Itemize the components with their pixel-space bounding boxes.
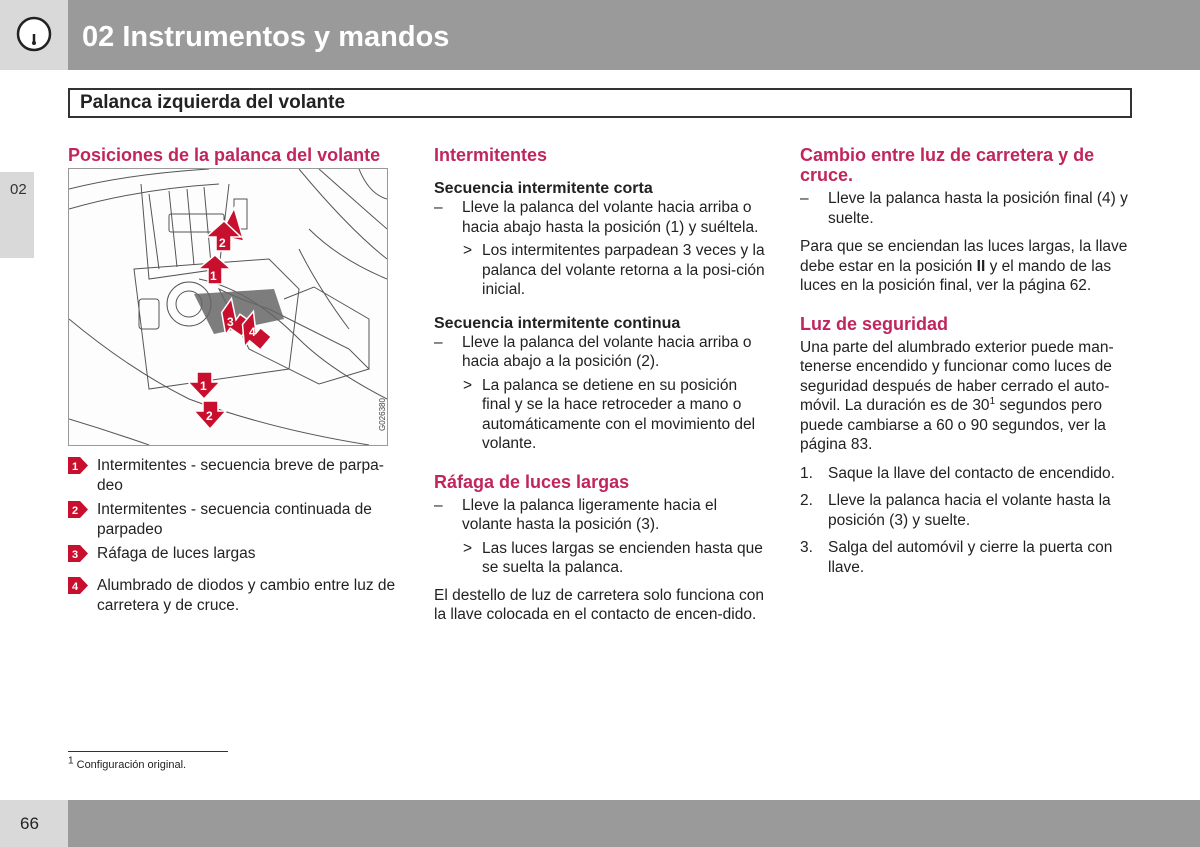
legend-item-3 bbox=[68, 544, 398, 564]
figure-marker-3: 3 bbox=[227, 315, 234, 329]
gauge-icon bbox=[16, 16, 52, 52]
side-tab-label: 02 bbox=[10, 181, 27, 198]
step-number: 3. bbox=[800, 539, 813, 556]
section-title: Palanca izquierda del volante bbox=[80, 92, 346, 113]
step-1-text: Saque la llave del contacto de encendido. bbox=[828, 464, 1115, 482]
sub1-instruction-text: Lleve la palanca del volante hacia arriba o hacia abajo hasta la posición (1) y suéltela. bbox=[462, 199, 759, 236]
svg-text:2: 2 bbox=[72, 505, 79, 517]
legend-text-3: Ráfaga de luces largas bbox=[97, 545, 256, 562]
figure-marker-2-down: 2 bbox=[206, 409, 213, 423]
dash-marker: – bbox=[800, 190, 809, 207]
sub1-instruction bbox=[434, 198, 768, 237]
legend-badge-1 bbox=[68, 457, 88, 474]
svg-text:3: 3 bbox=[72, 549, 79, 561]
result-marker: > bbox=[463, 242, 473, 259]
chapter-title: 02 Instrumentos y mandos bbox=[82, 21, 450, 53]
step-number: 1. bbox=[800, 464, 813, 482]
sub2-title: Secuencia intermitente continua bbox=[434, 314, 681, 332]
col3 bbox=[800, 145, 1130, 577]
result-marker: > bbox=[463, 376, 473, 394]
footnote-ref: 1 bbox=[989, 395, 996, 407]
step-3 bbox=[800, 538, 1130, 577]
step-number: 2. bbox=[800, 492, 813, 509]
figure-marker-1-up: 1 bbox=[210, 269, 217, 283]
figure-marker-4: 4 bbox=[249, 325, 256, 339]
step-3-text: Salga del automóvil y cierre la puerta con llave. bbox=[828, 539, 1113, 576]
svg-text:4: 4 bbox=[72, 581, 79, 593]
sub1-result bbox=[434, 241, 768, 300]
sub3-instruction-text: Lleve la palanca ligeramente hacia el volante hasta la posición (3). bbox=[462, 496, 718, 533]
legend-text-1: Intermitentes - secuencia breve de parpa-deo bbox=[97, 457, 384, 494]
col3-instruction bbox=[800, 189, 1130, 228]
figure-code: G026380 bbox=[378, 398, 387, 431]
figure-marker-1-down: 1 bbox=[200, 379, 207, 393]
col2 bbox=[434, 145, 768, 625]
step-1 bbox=[800, 464, 1130, 484]
sub2-instruction bbox=[434, 333, 768, 372]
footnote-text: Configuración original. bbox=[76, 759, 187, 771]
footnote bbox=[68, 755, 187, 771]
legend-text-4: Alumbrado de diodos y cambio entre luz de carretera y de cruce. bbox=[97, 577, 396, 614]
sub2-result bbox=[434, 376, 768, 454]
col3-instruction-text: Lleve la palanca hasta la posición final (4) y suelte. bbox=[828, 190, 1128, 227]
col2-heading: Intermitentes bbox=[434, 145, 548, 165]
legend-item-4 bbox=[68, 576, 398, 615]
col3-heading: Cambio entre luz de carretera y de cruce. bbox=[800, 145, 1095, 185]
col3-paragraph2-start: Una parte del alumbrado exterior puede man-tenerse encendido y funcionar como luces de seguridad después de haber cerrado el auto-móvil. La duración es de 30 bbox=[800, 338, 1114, 414]
col3-paragraph2-end: segundos pero puede cambiarse a 60 o 90 segundos, ver la página 83. bbox=[800, 397, 1106, 453]
lever-figure bbox=[68, 168, 388, 446]
col2-heading2: Ráfaga de luces largas bbox=[434, 471, 630, 492]
figure-arrow-1-down bbox=[188, 372, 220, 399]
col3-paragraph2 bbox=[800, 338, 1130, 455]
svg-text:1: 1 bbox=[72, 461, 79, 473]
col3-paragraph-start: Para que se enciendan las luces largas, la llave debe estar en la posición bbox=[800, 238, 1128, 275]
step-2 bbox=[800, 491, 1130, 530]
dash-marker: – bbox=[434, 496, 443, 514]
sub3-instruction bbox=[434, 496, 768, 535]
sub1-result-text: Los intermitentes parpadean 3 veces y la palanca del volante retorna a la posi-ción inicial. bbox=[482, 242, 765, 298]
footnote-number: 1 bbox=[68, 755, 74, 767]
legend-text-2: Intermitentes - secuencia continuada de parpadeo bbox=[97, 501, 372, 538]
sub2-result-text: La palanca se detiene en su posición final y se la hace retroceder a mano o automáticamente con el movimiento del volante. bbox=[482, 376, 756, 452]
col3-heading2: Luz de seguridad bbox=[800, 313, 949, 334]
legend-badge-2 bbox=[68, 501, 88, 518]
col3-paragraph bbox=[800, 237, 1130, 296]
footer-band bbox=[0, 800, 1200, 847]
page-number: 66 bbox=[20, 814, 39, 833]
footnote-rule bbox=[68, 751, 228, 752]
legend-item-2 bbox=[68, 500, 398, 539]
figure-marker-2-up: 2 bbox=[219, 236, 226, 250]
sub3-result-text: Las luces largas se encienden hasta que se suelta la palanca. bbox=[482, 539, 763, 576]
sub1-title: Secuencia intermitente corta bbox=[434, 180, 653, 197]
col3-paragraph-end: y el mando de las luces en la posición final, ver la página 62. bbox=[800, 257, 1112, 294]
col2-paragraph: El destello de luz de carretera solo funciona con la llave colocada en el contacto de encen-dido. bbox=[434, 586, 765, 623]
sub3-result bbox=[434, 539, 768, 578]
legend-badge-4 bbox=[68, 577, 88, 594]
col1-heading: Posiciones de la palanca del volante bbox=[68, 145, 381, 165]
legend-badge-3 bbox=[68, 545, 88, 562]
result-marker: > bbox=[463, 539, 473, 557]
dash-marker: – bbox=[434, 333, 443, 351]
sub2-instruction-text: Lleve la palanca del volante hacia arriba o hacia abajo a la posición (2). bbox=[462, 333, 752, 370]
figure-arrow-2-down bbox=[194, 401, 226, 429]
step-2-text: Lleve la palanca hacia el volante hasta la posición (3) y suelte. bbox=[828, 492, 1111, 529]
dash-marker: – bbox=[434, 199, 443, 216]
key-position: II bbox=[976, 257, 986, 275]
legend-item-1 bbox=[68, 456, 398, 495]
